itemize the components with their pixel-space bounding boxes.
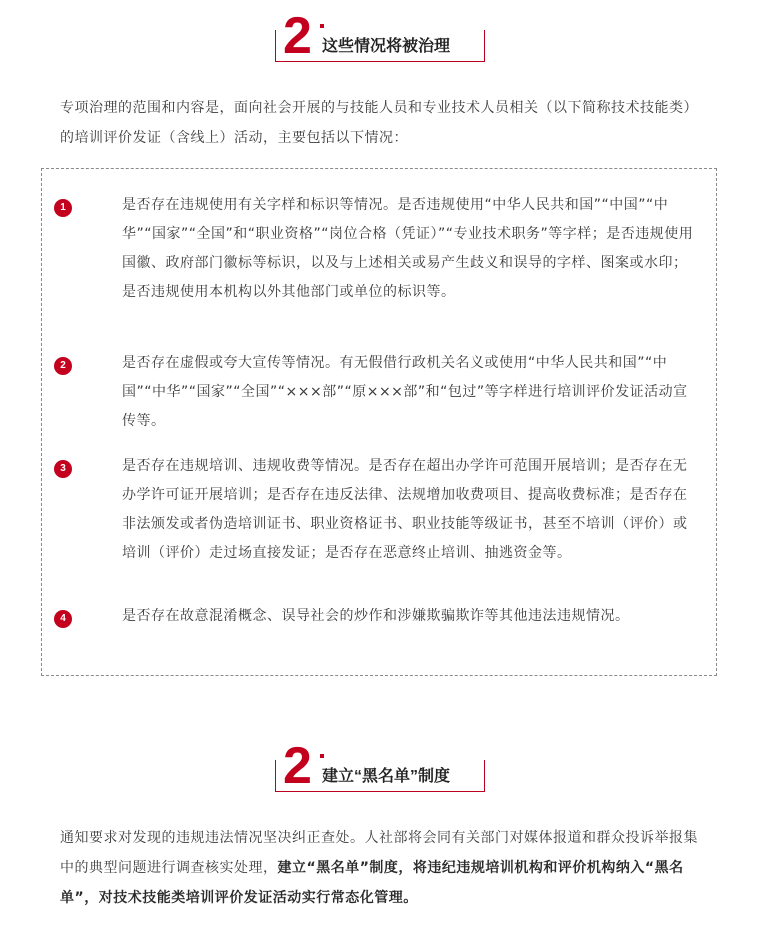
intro-paragraph: 专项治理的范围和内容是，面向社会开展的与技能人员和专业技术人员相关（以下简称技术技能类）的培训评价发证（含线上）活动，主要包括以下情况：: [60, 100, 698, 146]
items-box: [41, 168, 717, 676]
section-heading-1: [0, 8, 758, 78]
closing-plain-text: 通知要求对发现的违规违法情况坚决纠正查处。人社部将会同有关部门对媒体报道和群众投诉举报集中的典型问题进行调查核实处理，: [60, 830, 698, 876]
item-number-badge: 1: [54, 199, 72, 217]
closing-bold-text: 建立“黑名单”制度，将违纪违规培训机构和评价机构纳入“黑名单”，对技术技能类培训评价发证活动实行常态化管理。: [60, 860, 684, 906]
item-text: 是否存在违规培训、违规收费等情况。是否存在超出办学许可范围开展培训；是否存在无办学许可证开展培训；是否存在违反法律、法规增加收费项目、提高收费标准；是否存在非法颁发或者伪造培训证书、职业资格证书、职业技能等级证书，甚至不培训（评价）或培训（评价）走过场直接发证；是否存在恶意终止培训、抽逃资金等。: [122, 458, 688, 561]
heading-number: 2: [283, 7, 310, 65]
heading-number: 2: [283, 737, 310, 795]
section-heading-2: [0, 738, 758, 808]
item-number-badge: 2: [54, 357, 72, 375]
item-number-badge: 4: [54, 610, 72, 628]
heading-title: 建立“黑名单”制度: [322, 768, 451, 785]
item-text: 是否存在违规使用有关字样和标识等情况。是否违规使用“中华人民共和国”“中国”“中华”“国家”“全国”和“职业资格”“岗位合格（凭证）”“专业技术职务”等字样；是否违规使用国徽、政府部门徽标等标识，以及与上述相关或易产生歧义和误导的字样、图案或水印；是否违规使用本机构以外其他部门或单位的标识等。: [122, 197, 694, 300]
closing-paragraph: [60, 823, 705, 913]
heading-dot: [320, 24, 324, 28]
item-number-badge: 3: [54, 460, 72, 478]
item-text: 是否存在虚假或夸大宣传等情况。有无假借行政机关名义或使用“中华人民共和国”“中国”“中华”“国家”“全国”“×××部”“原×××部”和“包过”等字样进行培训评价发证活动宣传等。: [122, 355, 688, 429]
item-text: 是否存在故意混淆概念、误导社会的炒作和涉嫌欺骗欺诈等其他违法违规情况。: [122, 608, 630, 624]
heading-title: 这些情况将被治理: [322, 38, 451, 55]
heading-dot: [320, 754, 324, 758]
